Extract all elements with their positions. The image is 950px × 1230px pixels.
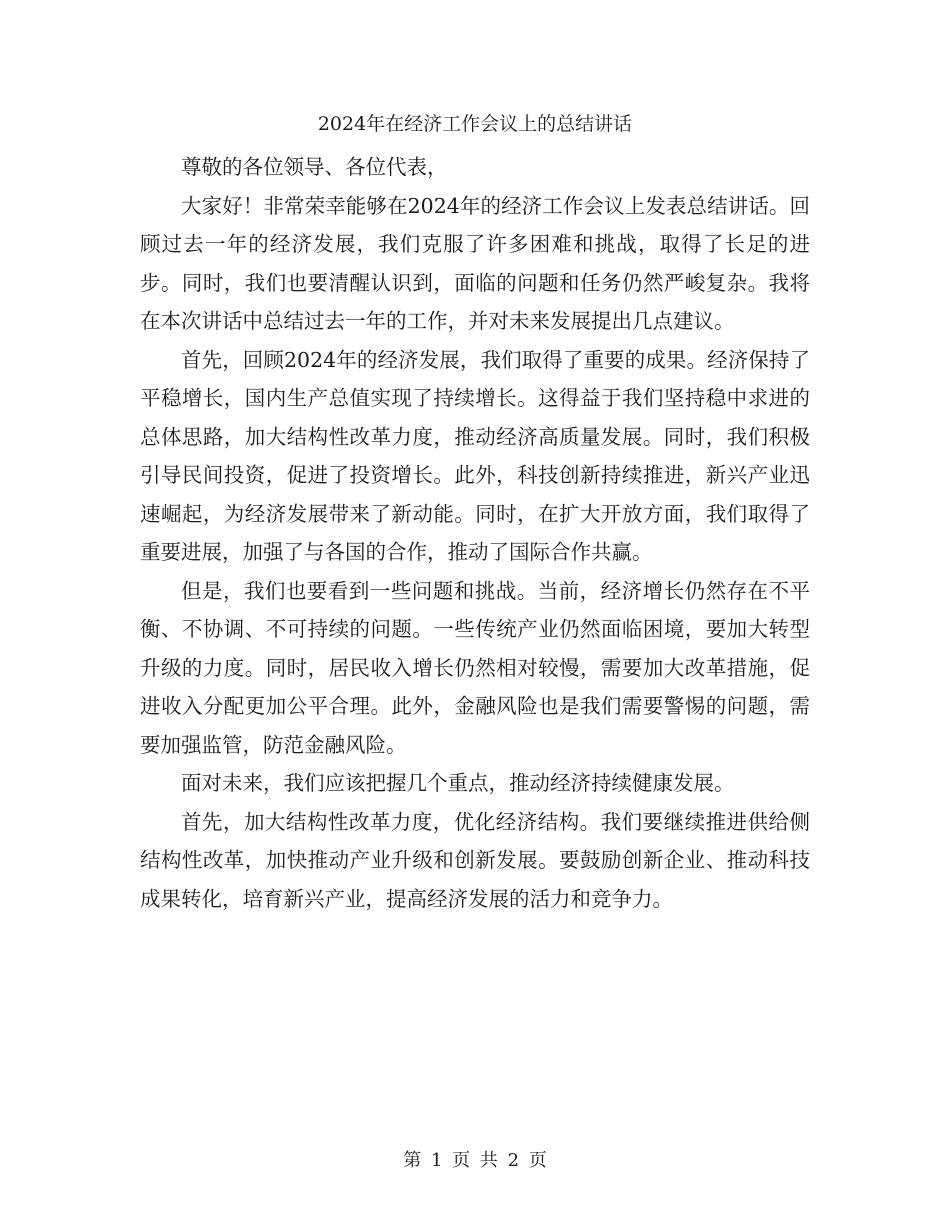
page-number-footer: 第 1 页 共 2 页 bbox=[403, 1150, 547, 1171]
paragraph-greeting: 大家好！非常荣幸能够在2024年的经济工作会议上发表总结讲话。回顾过去一年的经济发展，我们克服了许多困难和挑战，取得了长足的进步。同时，我们也要清醒认识到，面临的问题和任务仍然严峻复杂。我将在本次讲话中总结过去一年的工作，并对未来发展提出几点建议。 bbox=[140, 193, 810, 333]
document-body bbox=[140, 148, 810, 918]
paragraph-reform: 首先，加大结构性改革力度，优化经济结构。我们要继续推进供给侧结构性改革，加快推动产业升级和创新发展。要鼓励创新企业、推动科技成果转化，培育新兴产业，提高经济发展的活力和竞争力。 bbox=[140, 809, 810, 911]
document-title: 2024年在经济工作会议上的总结讲话 bbox=[317, 113, 633, 135]
paragraph-salutation: 尊敬的各位领导、各位代表， bbox=[181, 155, 448, 179]
paragraph-challenges: 但是，我们也要看到一些问题和挑战。当前，经济增长仍然存在不平衡、不协调、不可持续的问题。一些传统产业仍然面临困境，要加大转型升级的力度。同时，居民收入增长仍然相对较慢，需要加大改革措施，促进收入分配更加公平合理。此外，金融风险也是我们需要警惕的问题，需要加强监管，防范金融风险。 bbox=[140, 578, 810, 757]
paragraph-future: 面对未来，我们应该把握几个重点，推动经济持续健康发展。 bbox=[181, 771, 735, 795]
paragraph-achievements: 首先，回顾2024年的经济发展，我们取得了重要的成果。经济保持了平稳增长，国内生产总值实现了持续增长。这得益于我们坚持稳中求进的总体思路，加大结构性改革力度，推动经济高质量发展。同时，我们积极引导民间投资，促进了投资增长。此外，科技创新持续推进，新兴产业迅速崛起，为经济发展带来了新动能。同时，在扩大开放方面，我们取得了重要进展，加强了与各国的合作，推动了国际合作共赢。 bbox=[140, 347, 810, 564]
